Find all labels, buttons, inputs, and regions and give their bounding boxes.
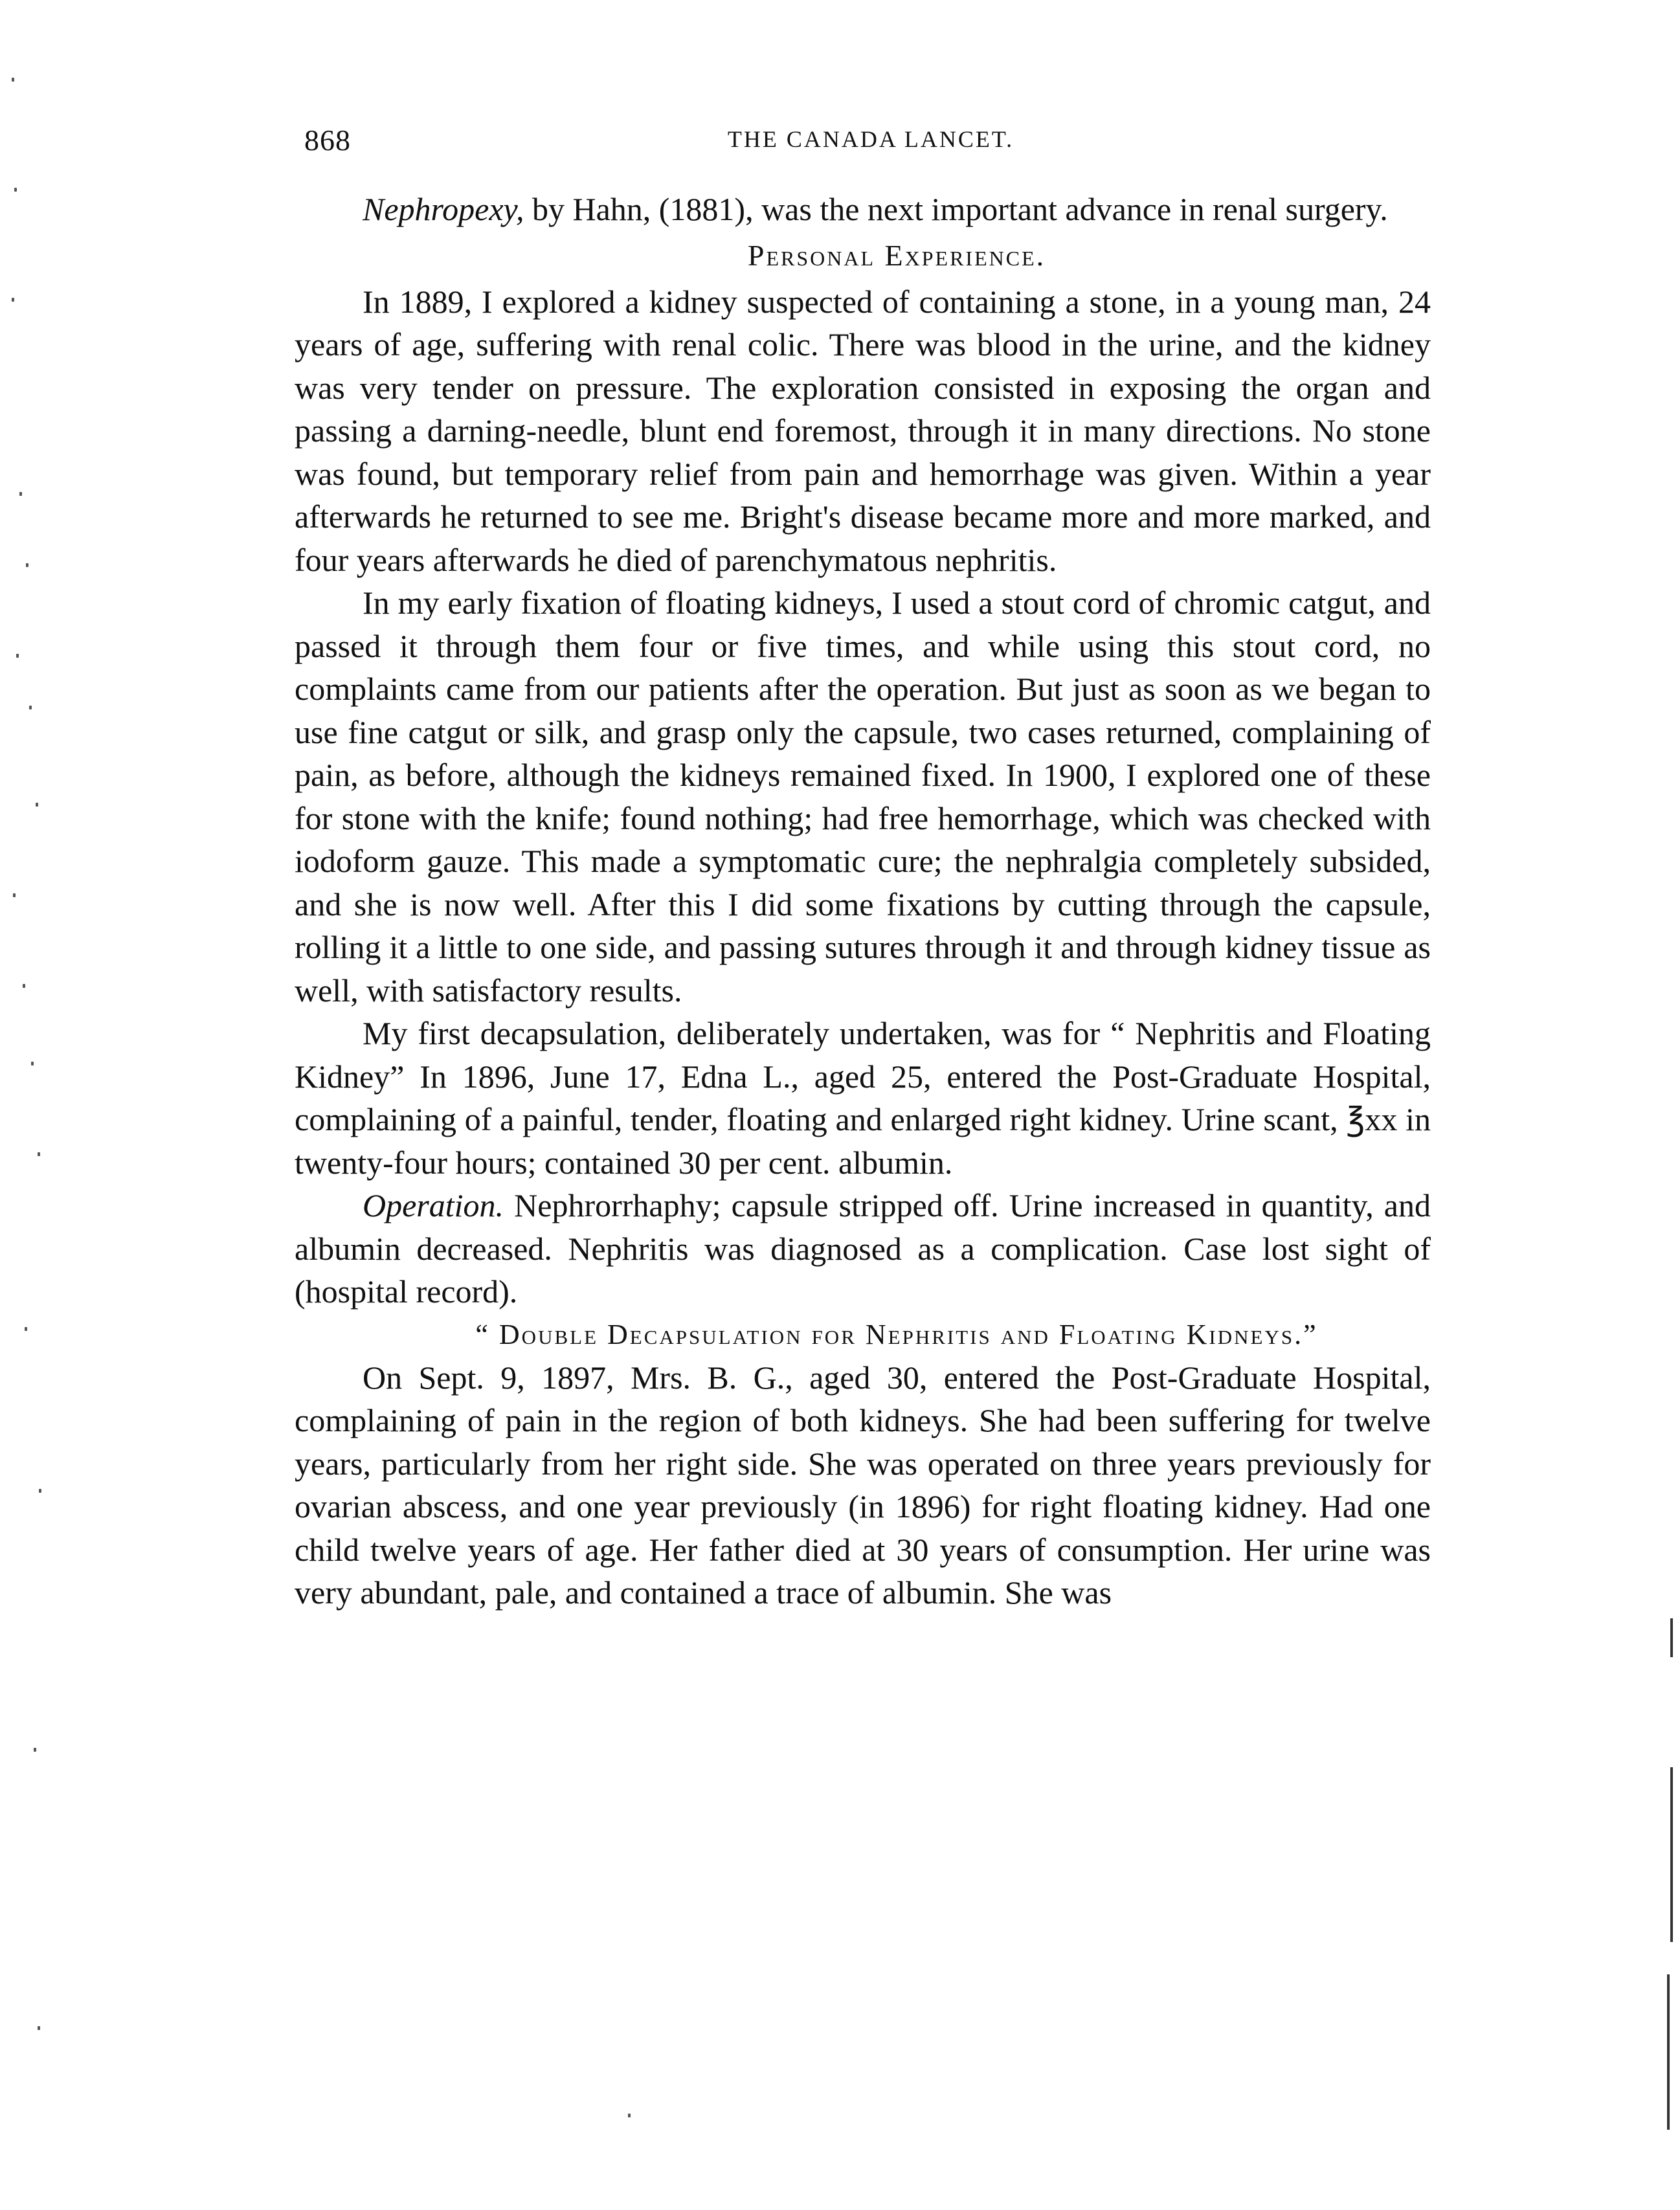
scan-speck — [38, 1152, 40, 1156]
binding-edge-mark — [1670, 1618, 1673, 1657]
page-header — [304, 123, 1437, 162]
term-nephropexy: Nephropexy, — [363, 191, 524, 227]
scan-speck — [19, 492, 22, 496]
scan-speck — [36, 803, 38, 807]
paragraph-case-mrs-bg: On Sept. 9, 1897, Mrs. B. G., aged 30, entered the Post-Graduate Hospital, complaining of pain in the region of both kidneys. She had been suffering for twelve years, particularly from her right side. She was operated on three years previously for ovarian abscess, and one year previously (in 1896) for right floating kidney. Had one child twelve years of age. Her father died at 30 years of consumption. Her urine was very abundant, pale, and contained a trace of albumin. She was — [295, 1359, 1431, 1611]
scan-speck — [23, 984, 25, 988]
scan-speck — [29, 706, 32, 709]
binding-edge-mark — [1670, 1767, 1673, 1942]
article-body — [295, 188, 1431, 1614]
paragraph-first-decapsulation: My first decapsulation, deliberately undertaken, was for “ Nephritis and Floating Kidney” In 1896, June 17, Edna L., aged 25, entered the Post-Graduate Hospital, complaining of a painful, tender, floating and enlarged right kidney. Urine scant, ℥xx in twenty-four hours; contained 30 per cent. albumin. — [295, 1015, 1431, 1181]
scan-speck — [14, 188, 17, 192]
scan-speck — [13, 893, 16, 897]
scan-speck — [38, 2026, 40, 2030]
running-head: THE CANADA LANCET. — [727, 126, 1014, 152]
paragraph-operation-text: Nephrorrhaphy; capsule stripped off. Urine increased in quantity, and albumin decreased. Nephritis was diagnosed as a complication. Case lost sight of (hospital record). — [295, 1187, 1431, 1310]
section-heading-personal-experience: Personal Experience. — [747, 238, 1046, 272]
scan-speck — [31, 1062, 34, 1066]
scan-speck — [12, 298, 14, 302]
paragraph-nephropexy-text: by Hahn, (1881), was the next important advance in renal surgery. — [524, 191, 1388, 227]
section-heading-double-decapsulation: “ Double Decapsulation for Nephritis and Floating Kidneys.” — [475, 1318, 1318, 1350]
scan-speck — [39, 1489, 41, 1493]
scan-speck — [628, 2114, 631, 2117]
paragraph-nephropexy — [295, 188, 1431, 231]
page-number: 868 — [304, 124, 351, 157]
scan-speck — [34, 1748, 36, 1752]
scan-speck — [16, 654, 19, 658]
scan-speck — [26, 563, 28, 567]
term-operation: Operation. — [363, 1187, 504, 1223]
paragraph-early-fixation: In my early fixation of floating kidneys, I used a stout cord of chromic catgut, and passed it through them four or five times, and while using this stout cord, no complaints came from our patients after the operation. But just as soon as we began to use fine catgut or silk, and grasp only the capsule, two cases returned, complaining of pain, as before, although the kidneys remained fixed. In 1900, I explored one of these for stone with the knife; found nothing; had free hemorrhage, which was checked with iodoform gauze. This made a symptomatic cure; the nephralgia completely subsided, and she is now well. After this I did some fixations by cutting through the capsule, rolling it a little to one side, and passing sutures through it and through kidney tissue as well, with satisfactory results. — [295, 585, 1431, 1009]
scan-speck — [25, 1327, 27, 1331]
paragraph-operation — [295, 1184, 1431, 1313]
paragraph-first-exploration: In 1889, I explored a kidney suspected of containing a stone, in a young man, 24 years of age, suffering with renal colic. There was blood in the urine, and the kidney was very tender on pressure. The exploration consisted in exposing the organ and passing a darning-needle, blunt end foremost, through it in many directions. No stone was found, but temporary relief from pain and hemorrhage was given. Within a year afterwards he returned to see me. Bright's disease became more and more marked, and four years afterwards he died of parenchymatous nephritis. — [295, 283, 1431, 578]
scan-speck — [12, 78, 14, 82]
binding-edge-mark — [1667, 1974, 1670, 2130]
